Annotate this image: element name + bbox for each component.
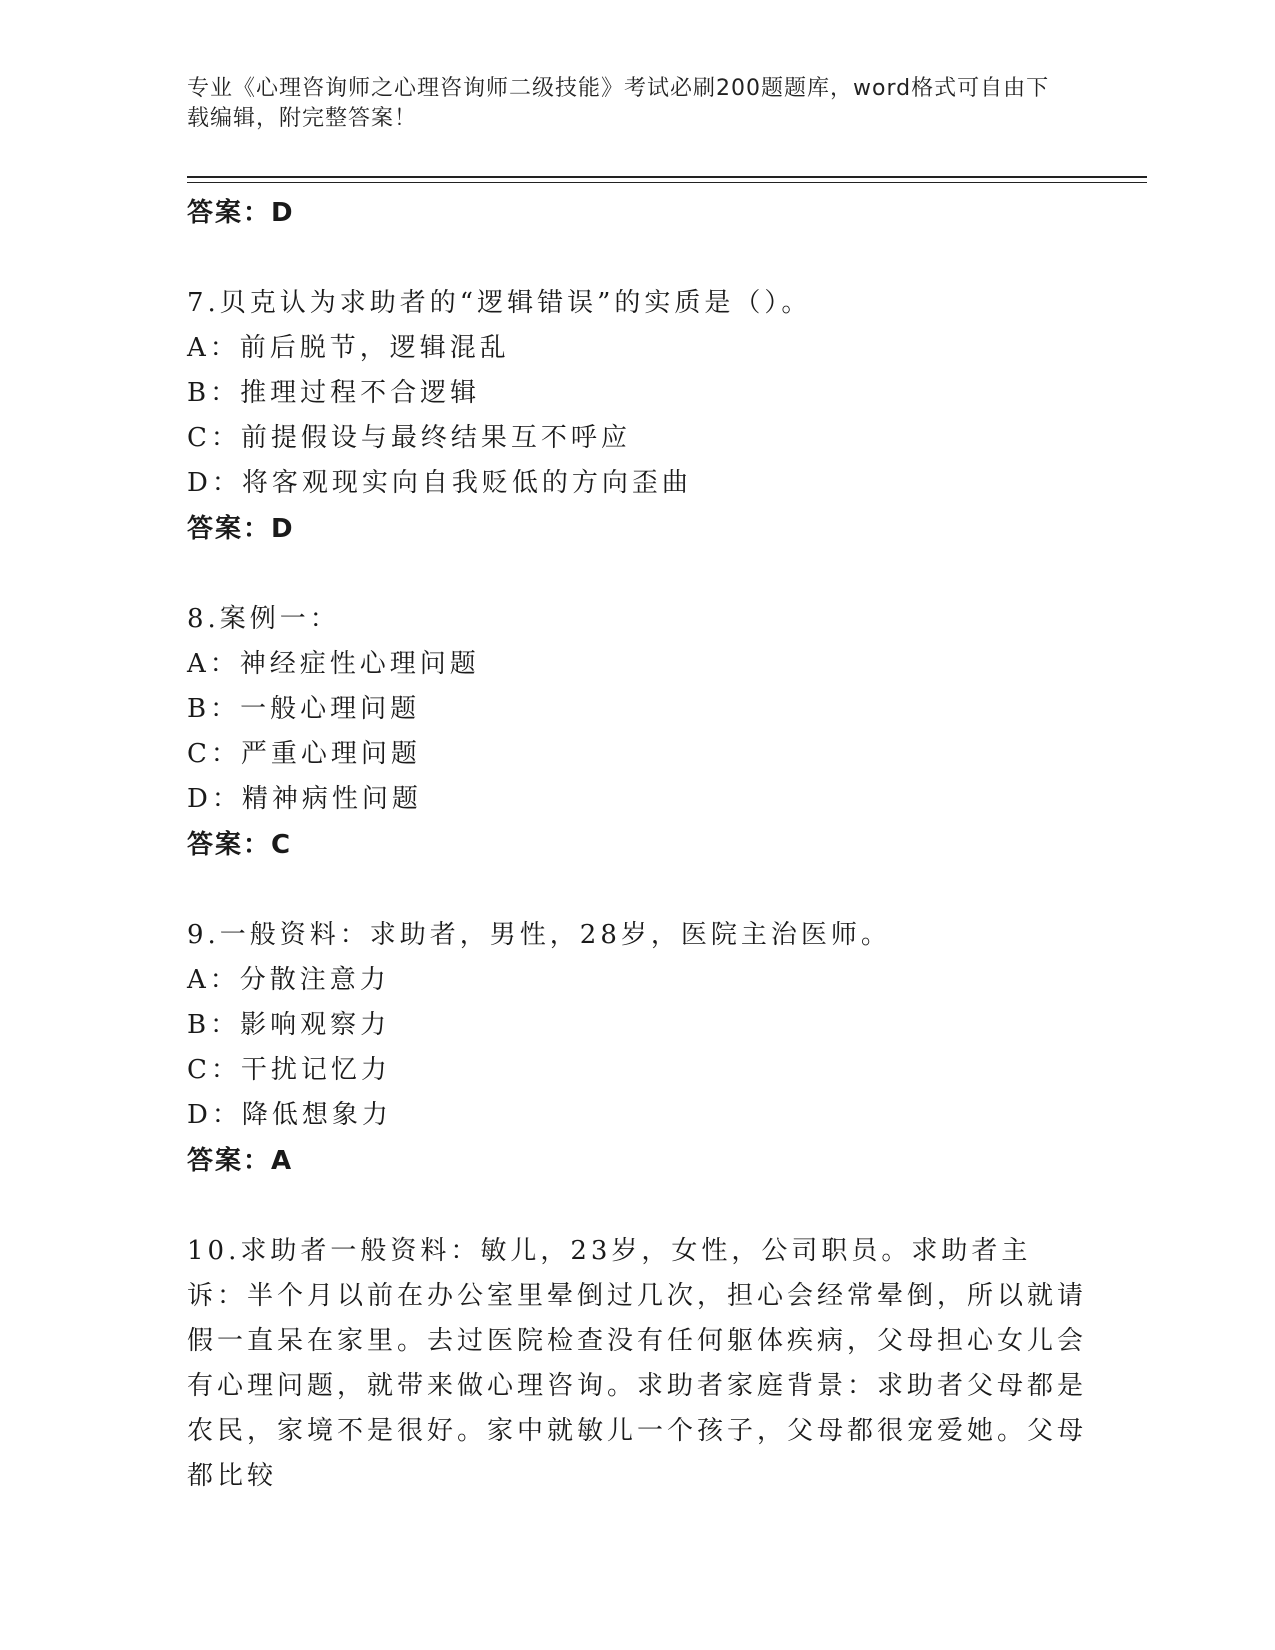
option-a: A：分散注意力: [187, 965, 390, 995]
question-title: 8.案例一：: [187, 604, 340, 634]
option-a: A：前后脱节，逻辑混乱: [187, 333, 510, 363]
option-b: B：一般心理问题: [187, 694, 421, 724]
document-header: 专业《心理咨询师之心理咨询师二级技能》考试必刷200题题库，word格式可自由下载编辑，附完整答案！: [187, 76, 1050, 131]
question-10: [187, 1229, 1087, 1499]
header-divider-thick: [187, 176, 1147, 178]
question-8: [187, 597, 1087, 868]
option-d: D：精神病性问题: [187, 784, 422, 814]
option-c: C：干扰记忆力: [187, 1055, 391, 1085]
option-b: B：推理过程不合逻辑: [187, 378, 481, 408]
option-c: C：严重心理问题: [187, 739, 421, 769]
question-9: [187, 913, 1087, 1184]
question-title: 7.贝克认为求助者的“逻辑错误”的实质是（）。: [187, 288, 812, 318]
answer-line: 答案：C: [187, 830, 293, 860]
question-text: 10.求助者一般资料：敏儿，23岁，女性，公司职员。求助者主诉：半个月以前在办公室里晕倒过几次，担心会经常晕倒，所以就请假一直呆在家里。去过医院检查没有任何躯体疾病，父母担心女儿会有心理问题，就带来做心理咨询。求助者家庭背景：求助者父母都是农民，家境不是很好。家中就敏儿一个孩子，父母都很宠爱她。父母都比较: [187, 1236, 1088, 1491]
option-b: B：影响观察力: [187, 1010, 391, 1040]
option-a: A：神经症性心理问题: [187, 649, 480, 679]
option-d: D：将客观现实向自我贬低的方向歪曲: [187, 468, 692, 498]
option-d: D：降低想象力: [187, 1100, 392, 1130]
option-c: C：前提假设与最终结果互不呼应: [187, 423, 631, 453]
question-7: [187, 281, 1087, 552]
header-divider-thin: [187, 182, 1147, 183]
answer-line: 答案：D: [187, 514, 295, 544]
answer-line: 答案：A: [187, 1146, 294, 1176]
answer-line: 答案：D: [187, 198, 295, 228]
document-body: [187, 190, 1087, 1499]
question-title: 9.一般资料：求助者，男性，28岁，医院主治医师。: [187, 920, 891, 950]
